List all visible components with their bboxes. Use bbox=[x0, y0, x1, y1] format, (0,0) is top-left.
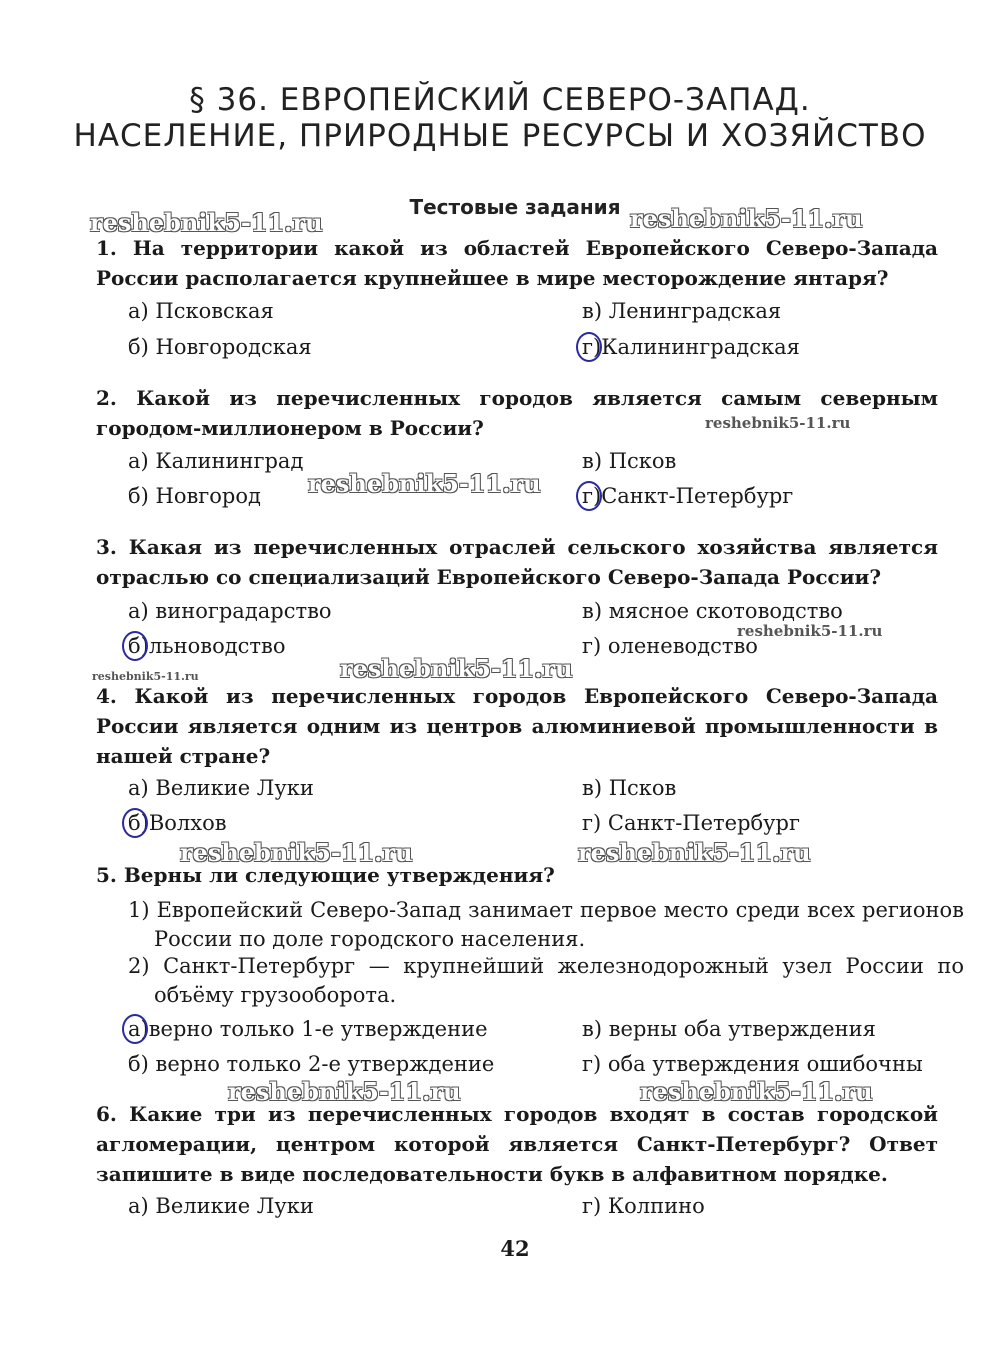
q6-option-a: а) Великие Луки bbox=[128, 1194, 314, 1218]
page-number: 42 bbox=[500, 1236, 530, 1261]
q5-option-a-marker: а) bbox=[128, 1017, 149, 1041]
q2-option-c: в) Псков bbox=[582, 449, 677, 473]
q3-option-d: г) оленеводство bbox=[582, 634, 758, 658]
q4-option-b bbox=[128, 808, 227, 838]
question-5: 5. Верны ли следующие утверждения? bbox=[96, 863, 555, 887]
q4-option-d: г) Санкт-Петербург bbox=[582, 811, 800, 835]
q3-option-b bbox=[128, 631, 286, 661]
q4-option-c: в) Псков bbox=[582, 776, 677, 800]
q3-option-b-text: льноводство bbox=[148, 634, 286, 658]
q2-option-d-marker: г) bbox=[582, 484, 602, 508]
question-6: 6. Какие три из перечисленных городов входят в состав городской агломерации, центром которой является Санкт-Петербург? Ответ запишите в виде последовательности букв в алфавитном порядке. bbox=[96, 1102, 938, 1186]
question-4: 4. Какой из перечисленных городов Европейского Северо-Запада России является одним из центров алюминиевой промышленности в нашей стране? bbox=[96, 684, 938, 768]
watermark: reshebnik5-11.ru bbox=[90, 208, 323, 237]
q1-option-b: б) Новгородская bbox=[128, 335, 312, 359]
q1-option-d-text: Калининградская bbox=[601, 335, 800, 359]
page-title-line-1: § 36. ЕВРОПЕЙСКИЙ СЕВЕРО-ЗАПАД. bbox=[189, 82, 811, 118]
watermark: reshebnik5-11.ru bbox=[340, 654, 573, 683]
watermark: reshebnik5-11.ru bbox=[630, 204, 863, 233]
question-3: 3. Какая из перечисленных отраслей сельского хозяйства является отраслью со специализаций Европейского Северо-Запада России? bbox=[96, 535, 938, 589]
q3-option-c: в) мясное скотоводство bbox=[582, 599, 843, 623]
watermark: reshebnik5-11.ru bbox=[737, 622, 883, 640]
watermark: reshebnik5-11.ru bbox=[578, 838, 811, 867]
watermark: reshebnik5-11.ru bbox=[228, 1077, 461, 1106]
q3-option-a: а) виноградарство bbox=[128, 599, 332, 623]
q2-option-b: б) Новгород bbox=[128, 484, 261, 508]
q2-option-d-text: Санкт-Петербург bbox=[601, 484, 794, 508]
q3-option-b-marker: б) bbox=[128, 634, 149, 658]
q4-option-a: а) Великие Луки bbox=[128, 776, 314, 800]
q5-option-c: в) верны оба утверждения bbox=[582, 1017, 876, 1041]
q5-option-b: б) верно только 2-е утверждение bbox=[128, 1052, 495, 1076]
watermark: reshebnik5-11.ru bbox=[92, 670, 199, 683]
question-2: 2. Какой из перечисленных городов является самым северным городом-миллионером в России? bbox=[96, 386, 938, 440]
question-1: 1. На территории какой из областей Европейского Северо-Запада России располагается крупнейшее в мире месторождение янтаря? bbox=[96, 236, 938, 290]
answer-circle-mark bbox=[122, 631, 148, 661]
q5-option-a-text: верно только 1-е утверждение bbox=[148, 1017, 488, 1041]
answer-circle-mark bbox=[576, 332, 602, 362]
q1-option-a: а) Псковская bbox=[128, 299, 274, 323]
q4-option-b-marker: б) bbox=[128, 811, 149, 835]
watermark: reshebnik5-11.ru bbox=[308, 469, 541, 498]
page-title-line-2: НАСЕЛЕНИЕ, ПРИРОДНЫЕ РЕСУРСЫ И ХОЗЯЙСТВО bbox=[73, 118, 927, 154]
watermark: reshebnik5-11.ru bbox=[705, 414, 851, 432]
watermark: reshebnik5-11.ru bbox=[180, 838, 413, 867]
q1-option-d bbox=[582, 332, 800, 362]
q6-option-d: г) Колпино bbox=[582, 1194, 705, 1218]
q5-option-a bbox=[128, 1014, 488, 1044]
q5-option-d: г) оба утверждения ошибочны bbox=[582, 1052, 923, 1076]
section-subtitle: Тестовые задания bbox=[409, 195, 621, 219]
answer-circle-mark bbox=[122, 808, 148, 838]
answer-circle-mark bbox=[576, 481, 602, 511]
q4-option-b-text: Волхов bbox=[148, 811, 227, 835]
q2-option-d bbox=[582, 481, 793, 511]
q1-option-c: в) Ленинградская bbox=[582, 299, 782, 323]
answer-circle-mark bbox=[122, 1014, 148, 1044]
q5-statement-2: 2) Санкт-Петербург — крупнейший железнодорожный узел России по объёму грузооборота. bbox=[128, 954, 964, 1007]
q1-option-d-marker: г) bbox=[582, 335, 602, 359]
q2-option-a: а) Калининград bbox=[128, 449, 304, 473]
q5-statement-1: 1) Европейский Северо-Запад занимает первое место среди всех регионов России по доле городского населения. bbox=[128, 898, 964, 951]
watermark: reshebnik5-11.ru bbox=[640, 1077, 873, 1106]
